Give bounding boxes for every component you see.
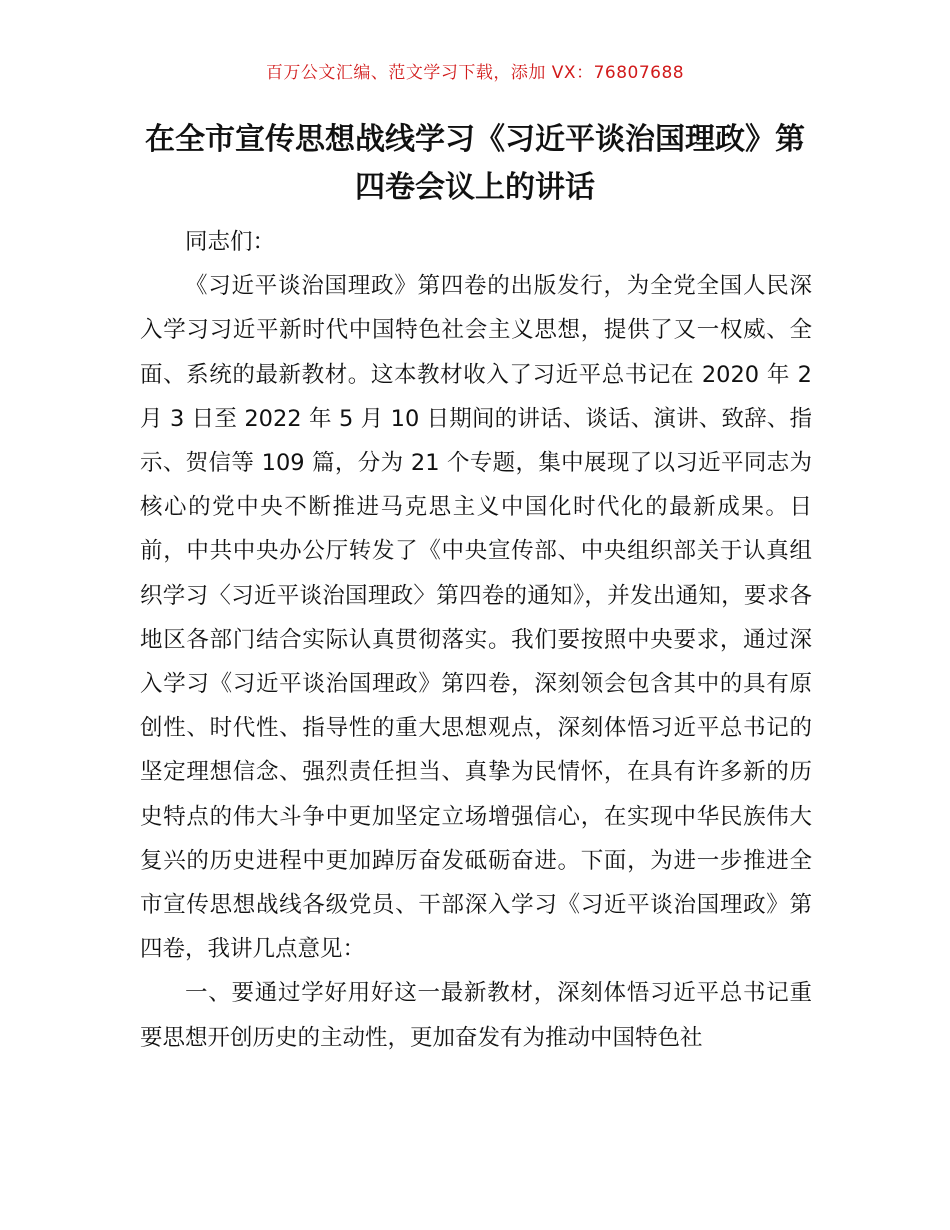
salutation: 同志们：: [185, 229, 276, 255]
body-paragraph-2: 一、要通过学好用好这一最新教材，深刻体悟习近平总书记重要思想开创历史的主动性，更加奋发有为推动中国特色社: [140, 980, 812, 1051]
header-watermark-note: 百万公文汇编、范文学习下载，添加 VX：76807688: [265, 63, 685, 83]
document-title: 在全市宣传思想战线学习《习近平谈治国理政》第四卷会议上的讲话: [145, 122, 805, 205]
document-body: [140, 220, 812, 1060]
body-paragraph-1: 《习近平谈治国理政》第四卷的出版发行，为全党全国人民深入学习习近平新时代中国特色社会主义思想，提供了又一权威、全面、系统的最新教材。这本教材收入了习近平总书记在 2020 年 2 月 3 日至 2022 年 5 月 10 日期间的讲话、谈话、演讲、致辞、指示、贺信等 109 篇，分为 21 个专题，集中展现了以习近平同志为核心的党中央不断推进马克思主义中国化时代化的最新成果。日前，中共中央办公厅转发了《中央宣传部、中央组织部关于认真组织学习〈习近平谈治国理政〉第四卷的通知》，并发出通知，要求各地区各部门结合实际认真贯彻落实。我们要按照中央要求，通过深入学习《习近平谈治国理政》第四卷，深刻领会包含其中的具有原创性、时代性、指导性的重大思想观点，深刻体悟习近平总书记的坚定理想信念、强烈责任担当、真挚为民情怀，在具有许多新的历史特点的伟大斗争中更加坚定立场增强信心，在实现中华民族伟大复兴的历史进程中更加踔厉奋发砥砺奋进。下面，为进一步推进全市宣传思想战线各级党员、干部深入学习《习近平谈治国理政》第四卷，我讲几点意见：: [140, 273, 812, 963]
